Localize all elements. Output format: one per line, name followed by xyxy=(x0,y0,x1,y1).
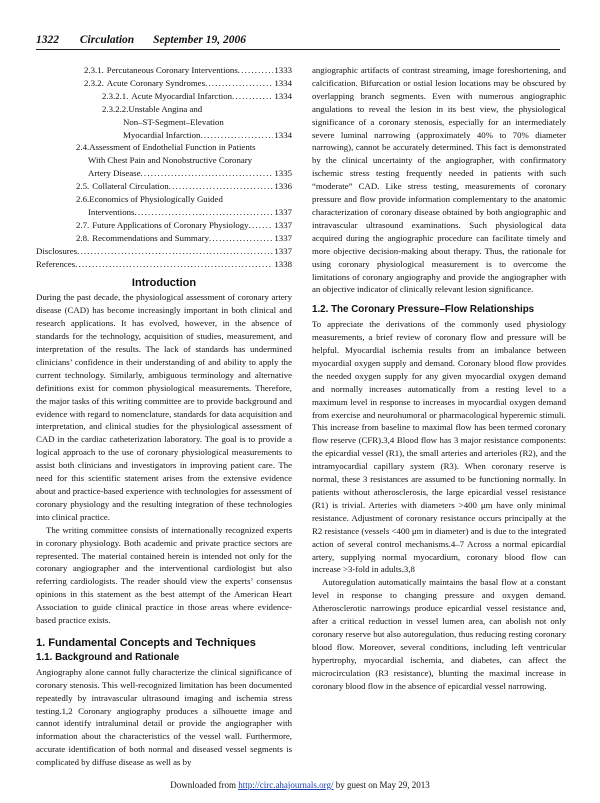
toc-leader xyxy=(134,206,273,219)
footer-prefix: Downloaded from xyxy=(170,780,236,790)
introduction-heading: Introduction xyxy=(131,276,197,289)
toc-title: Acute Myocardial Infarction xyxy=(131,90,233,101)
autoregulation-paragraph: Autoregulation automatically maintains the basal flow at a constant level in response to changing pressure and oxygen demand. Atherosclerotic narrowings produce epicardial vessel resistance and, after a critical reduction in vessel lumen area, can abolish not only coronary reserve but also autoregulation, thus reducing resting coronary blood flow. Moreover, several conditions, including left ventricular hypertrophy, myocardial ischemia, and diabetes, can affect the microcirculation (R3 resistance), blunting the maximal increase in coronary blood flow in the absence of epicardial vessel narrowing. xyxy=(312,577,566,691)
toc-title: Unstable Angina and xyxy=(128,103,203,114)
toc-entry xyxy=(36,193,292,206)
toc-title: Acute Coronary Syndromes xyxy=(106,77,206,88)
toc-title: Artery Disease xyxy=(88,168,141,179)
toc-entry xyxy=(36,103,292,116)
intro-paragraph-1: During the past decade, the physiological assessment of coronary artery disease (CAD) has become increasingly important in both clinical and research applications. It has evolved, however, in the absence of standards for the technology, acquisition of studies, measurement, and interpretation of the results. The lack of standards has undermined clinicians’ confidence in their understanding of and ability to apply the current technology. Similarly, ambiguous terminology and alternative definitions exist for common physiological measurements. Therefore, the major tasks of this writing committee are to provide background and evidence with regard to nomenclature, standards for data acquisition and interpretation, and clinical studies for the physiological assessment of CAD in the cardiac catheterization laboratory. The goal is to provide a logical approach to the use of coronary physiological measurements to assist both clinicians and investigators in improving patient care. The need for this scientific statement arises from the extensive evidence about and practice-based experience with technologies for assessment of coronary physiology and the resulting integration of these technologies into clinical practice. xyxy=(36,292,292,522)
toc-title: Future Applications of Coronary Physiology xyxy=(92,219,249,230)
intro-paragraph-2: The writing committee consists of internationally recognized experts in coronary physiology. Both academic and private practice sectors are represented. The material contained herein is intended not only for the coronary angiographer and the interventional cardiologist but also referring cardiologists. The reader should view the experts’ consensus opinions in this statement as the best attempt of the American Heart Association to guide clinical practice in those areas where evidence-based practice exists. xyxy=(36,524,292,626)
pressure-flow-paragraph: To appreciate the derivations of the commonly used physiology measurements, a brief review of coronary flow and pressure will be helpful. Myocardial ischemia results from an imbalance between myocardial oxygen supply and demand. Coronary blood flow provides the needed oxygen supply for any given myocardial oxygen demand and normally increases automatically from a resting level to a maximum level in response to increases in myocardial oxygen demand from exercise and neurohumoral or pharmacological hyperemic stimuli. This increase from baseline to maximal flow has been termed coronary flow reserve (CFR).3,4 Blood flow has 3 major resistance components: the epicardial vessel (R1), the small arteries and arterioles (R2), and the intramyocardial capillary system (R3). When coronary reserve is normal, these 3 resistances are assumed to be functioning normally. In patients without atherosclerosis, the large epicardial vessel resistance (R1) is trivial. Arteries with diameters >400 μm have only minimal resistance. Adjustment of coronary resistance occurs principally at the R2 resistance (vessels <400 μm in diameter) and is due to the integrated action of several control mechanisms.4–7 Across a normal epicardial artery, supplying normal myocardium, coronary blood flow can increase >3-fold in adults.3,8 xyxy=(312,319,566,575)
toc-title: References xyxy=(36,258,76,269)
toc-number: 2.6. xyxy=(76,194,90,205)
toc-entry xyxy=(36,206,292,219)
toc-leader xyxy=(232,90,273,103)
toc-title: Percutaneous Coronary Interventions xyxy=(106,65,238,75)
toc-title: With Chest Pain and Nonobstructive Coronary xyxy=(88,155,253,166)
toc-page: 1337 xyxy=(274,206,292,217)
toc-page: 1337 xyxy=(274,245,292,256)
toc-number: 2.4. xyxy=(76,142,90,153)
toc-title: Collateral Circulation xyxy=(92,181,169,192)
toc-title: Non–ST-Segment–Elevation xyxy=(123,116,224,127)
toc-page: 1334 xyxy=(274,77,292,88)
toc-entry xyxy=(36,116,292,129)
toc-page: 1335 xyxy=(274,168,292,179)
toc-entry xyxy=(36,154,292,167)
toc-entry xyxy=(36,232,292,245)
toc-page: 1334 xyxy=(274,129,292,140)
toc-page: 1338 xyxy=(274,258,292,269)
toc-page: 1337 xyxy=(274,219,292,230)
toc-number: 2.3.2.1. xyxy=(102,90,129,101)
footer-suffix: by guest on May 29, 2013 xyxy=(335,780,430,790)
toc-number: 2.8. xyxy=(76,232,90,243)
toc-page: 1336 xyxy=(274,181,292,192)
toc-entry xyxy=(36,64,292,77)
toc-page: 1337 xyxy=(274,232,292,243)
journal-name: Circulation xyxy=(79,34,135,46)
toc-page: 1333 xyxy=(274,65,292,75)
toc-leader xyxy=(249,219,274,232)
toc-entry xyxy=(36,77,292,90)
toc-number: 2.3.2. xyxy=(84,77,104,88)
toc-title: Disclosures xyxy=(36,245,78,256)
toc-leader xyxy=(169,180,274,193)
toc-title: Recommendations and Summary xyxy=(92,232,209,243)
toc-leader xyxy=(141,167,274,180)
toc-number: 2.5. xyxy=(76,181,90,192)
toc-entry xyxy=(36,219,292,232)
toc-leader xyxy=(75,258,273,271)
download-footer xyxy=(0,780,600,790)
right-column xyxy=(312,64,566,693)
toc-number: 2.7. xyxy=(76,219,90,230)
background-paragraph-start: Angiography alone cannot fully characterize the clinical significance of coronary stenosis. This well-recognized limitation has been documented repeatedly by intravascular ultrasound imaging and ischemia stress testing.1,2 Coronary angiography produces a silhouette image and cannot identify intraluminal detail or provide the angiographer with information about the characteristics of the vessel wall. Furthermore, accurate identification of both normal and diseased vessel segments is complicated by diffuse disease as well as by xyxy=(36,666,292,768)
journal-link[interactable]: http://circ.ahajournals.org/ xyxy=(238,780,334,790)
toc-title: Assessment of Endothelial Function in Patients xyxy=(89,142,256,153)
toc-entry xyxy=(36,90,292,103)
table-of-contents xyxy=(36,64,292,271)
left-column xyxy=(36,64,292,769)
toc-entry xyxy=(36,167,292,180)
toc-page: 1334 xyxy=(274,90,292,101)
toc-title: Myocardial Infarction xyxy=(123,129,201,140)
toc-leader xyxy=(205,77,273,90)
section-1-heading: 1. Fundamental Concepts and Techniques xyxy=(36,636,256,649)
toc-number: 2.3.2.2. xyxy=(102,103,129,114)
toc-entry xyxy=(36,245,292,258)
toc-entry xyxy=(36,129,292,142)
toc-entry xyxy=(36,180,292,193)
toc-entry xyxy=(36,258,292,271)
toc-title: Economics of Physiologically Guided xyxy=(89,194,223,205)
section-1-1-heading: 1.1. Background and Rationale xyxy=(36,651,180,663)
issue-date: September 19, 2006 xyxy=(153,34,247,46)
toc-title: Interventions xyxy=(88,206,135,217)
toc-number: 2.3.1. xyxy=(84,65,104,75)
page-number: 1322 xyxy=(36,34,59,46)
running-head xyxy=(36,34,560,50)
toc-leader xyxy=(77,245,273,258)
toc-leader xyxy=(209,232,273,245)
section-1-2-heading: 1.2. The Coronary Pressure–Flow Relationships xyxy=(312,304,535,316)
toc-leader xyxy=(200,129,273,142)
toc-leader xyxy=(238,64,274,77)
toc-entry xyxy=(36,141,292,154)
background-paragraph-continued: angiographic artifacts of contrast streaming, image foreshortening, and calcification. Bifurcation or ostial lesion locations may be obscured by overlapping branch segments. Even with numerous angiographic angulations to reveal the lesion in its best view, the physiological significance of a coronary stenosis, especially for an intermediately severe luminal narrowing (approximately 40% to 70% diameter narrowing), cannot be accurately determined. This fact is demonstrated by the clinical uncertainty of the angiographer, with confirmatory ischemic stress testing frequently needed in patients with such “moderate” CAD. Like stress testing, measurements of coronary pressure and flow provide information complementary to the anatomic characterization of coronary disease obtained by both angiographic and intravascular ultrasound examinations. Such physiological data acquired during the angiographic procedure can facilitate timely and more objective decision-making about therapy. Thus, the rationale for using coronary physiological measurement is to overcome the limitations of coronary angiography and provide the angiographer with an objective indicator of clinically relevant lesion significance. xyxy=(312,65,566,295)
